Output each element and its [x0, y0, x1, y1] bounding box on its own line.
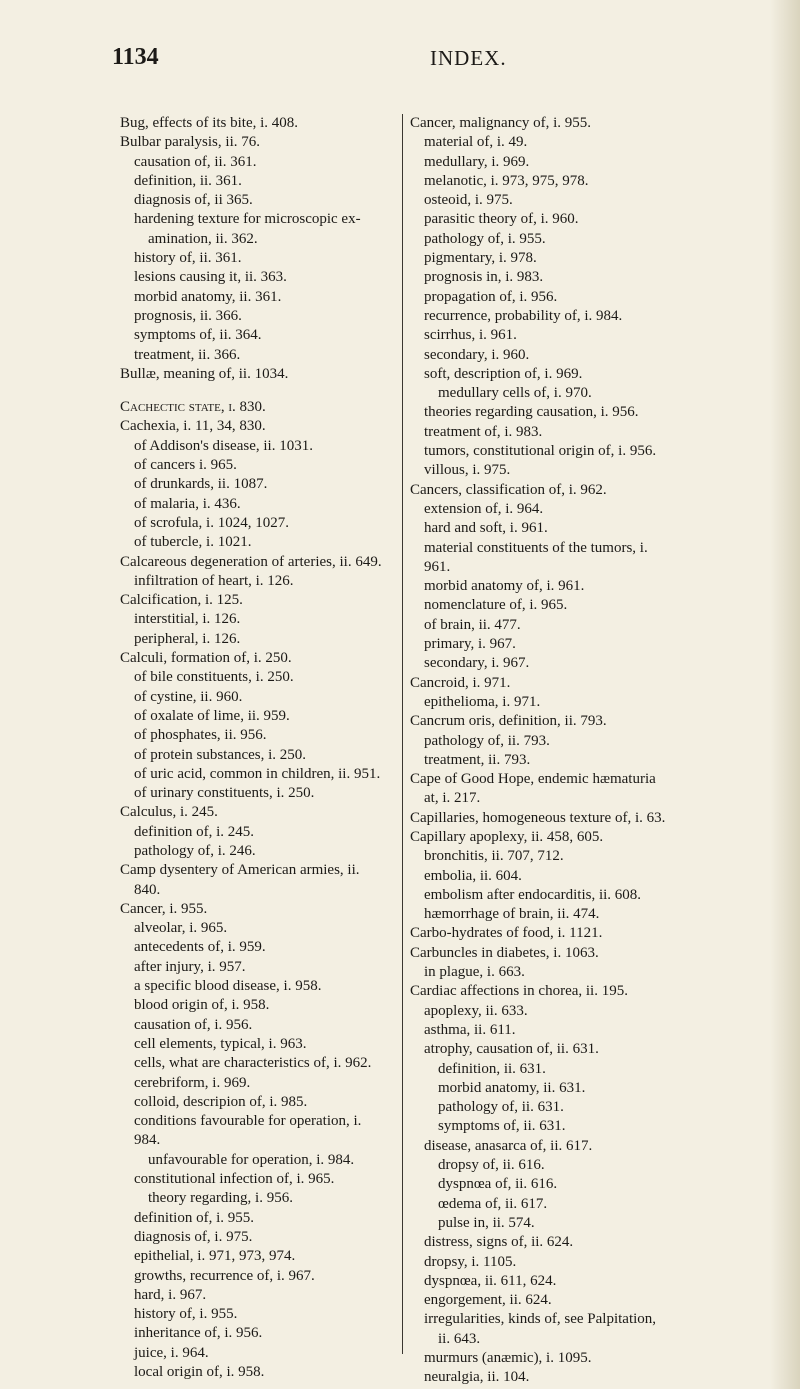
index-entry: history of, i. 955.	[134, 1306, 238, 1323]
index-entry: Calculus, i. 245.	[120, 804, 218, 821]
index-entry: nomenclature of, i. 965.	[424, 597, 568, 614]
index-entry: tumors, constitutional origin of, i. 956.	[424, 443, 657, 460]
index-entry: Capillaries, homogeneous texture of, i. 63.	[410, 809, 666, 826]
index-entry: Carbuncles in diabetes, i. 1063.	[410, 944, 599, 961]
index-entry: treatment, ii. 793.	[424, 751, 531, 768]
index-entry: of urinary constituents, i. 250.	[134, 785, 315, 802]
index-entry: Cancroid, i. 971.	[410, 674, 511, 691]
index-entry: dropsy, i. 1105.	[424, 1253, 517, 1270]
index-entry: morbid anatomy, ii. 361.	[134, 288, 282, 305]
index-entry: embolia, ii. 604.	[424, 867, 522, 884]
index-entry: soft, description of, i. 969.	[424, 365, 583, 382]
index-entry: definition of, i. 245.	[134, 823, 254, 840]
index-entry: Calcification, i. 125.	[120, 592, 243, 609]
index-entry: causation of, i. 956.	[134, 1016, 253, 1033]
index-entry: of scrofula, i. 1024, 1027.	[134, 514, 289, 531]
index-entry: Cancers, classification of, i. 962.	[410, 481, 607, 498]
index-entry: of Addison's disease, ii. 1031.	[134, 437, 313, 454]
index-entry: Bullæ, meaning of, ii. 1034.	[120, 365, 289, 382]
index-entry: Calculi, formation of, i. 250.	[120, 650, 292, 667]
index-entry: conditions favourable for operation, i.	[134, 1113, 362, 1130]
index-entry: after injury, i. 957.	[134, 958, 246, 975]
index-entry: pathology of, ii. 631.	[438, 1099, 564, 1116]
index-entry: 840.	[134, 881, 161, 898]
index-column-left	[120, 114, 398, 1382]
index-entry: infiltration of heart, i. 126.	[134, 572, 294, 589]
index-entry: Cachexia, i. 11, 34, 830.	[120, 418, 266, 435]
index-entry: symptoms of, ii. 631.	[438, 1118, 566, 1135]
index-entry: Bug, effects of its bite, i. 408.	[120, 115, 299, 131]
index-entry: material of, i. 49.	[424, 134, 528, 151]
index-entry: Cachectic state, i. 830.	[120, 399, 266, 416]
index-entry: prognosis, ii. 366.	[134, 307, 242, 324]
index-entry: cell elements, typical, i. 963.	[134, 1035, 307, 1052]
index-entry: hardening texture for microscopic ex-	[134, 211, 361, 228]
page-number: 1134	[112, 44, 159, 70]
index-entry: theories regarding causation, i. 956.	[424, 404, 639, 421]
index-entry: material constituents of the tumors, i.	[424, 539, 648, 556]
index-entry: dyspnœa of, ii. 616.	[438, 1176, 558, 1193]
index-entry: hæmorrhage of brain, ii. 474.	[424, 906, 600, 923]
index-entry: constitutional infection of, i. 965.	[134, 1171, 335, 1188]
index-entry: Cape of Good Hope, endemic hæmaturia	[410, 771, 656, 788]
index-entry: alveolar, i. 965.	[134, 920, 228, 937]
index-entry: neuralgia, ii. 104.	[424, 1369, 530, 1386]
index-entry: villous, i. 975.	[424, 462, 511, 479]
index-entry: blood origin of, i. 958.	[134, 997, 270, 1014]
index-entry: definition of, i. 955.	[134, 1209, 254, 1226]
index-entry: ii. 643.	[438, 1330, 481, 1347]
index-entry: in plague, i. 663.	[424, 964, 525, 981]
index-entry: Cardiac affections in chorea, ii. 195.	[410, 983, 628, 1000]
index-entry: dyspnœa, ii. 611, 624.	[424, 1272, 557, 1289]
index-entry: of phosphates, ii. 956.	[134, 727, 267, 744]
index-entry: of uric acid, common in children, ii. 951.	[134, 765, 381, 782]
index-entry: juice, i. 964.	[134, 1344, 209, 1361]
index-entry: peripheral, i. 126.	[134, 630, 241, 647]
index-entry: recurrence, probability of, i. 984.	[424, 307, 623, 324]
index-entry: disease, anasarca of, ii. 617.	[424, 1137, 593, 1154]
index-entry: embolism after endocarditis, ii. 608.	[424, 886, 642, 903]
index-entry: hard, i. 967.	[134, 1286, 207, 1303]
index-entry: definition, ii. 361.	[134, 172, 242, 189]
index-entry: inheritance of, i. 956.	[134, 1325, 263, 1342]
index-entry: colloid, descripion of, i. 985.	[134, 1093, 308, 1110]
index-entry: treatment of, i. 983.	[424, 423, 543, 440]
index-entry: Cancer, malignancy of, i. 955.	[410, 115, 592, 131]
index-entry: 984.	[134, 1132, 161, 1149]
index-entry: distress, signs of, ii. 624.	[424, 1234, 574, 1251]
index-entry: symptoms of, ii. 364.	[134, 327, 262, 344]
index-entry: apoplexy, ii. 633.	[424, 1002, 528, 1019]
section-gap	[120, 384, 398, 398]
index-entry: bronchitis, ii. 707, 712.	[424, 848, 564, 865]
column-divider	[402, 114, 403, 1354]
index-entry: 961.	[424, 558, 451, 575]
index-entry: morbid anatomy, ii. 631.	[438, 1079, 586, 1096]
index-entry: cells, what are characteristics of, i. 962.	[134, 1055, 372, 1072]
index-entry: pathology of, i. 246.	[134, 842, 256, 859]
index-entry: of tubercle, i. 1021.	[134, 534, 252, 551]
index-entry: murmurs (anæmic), i. 1095.	[424, 1350, 592, 1366]
index-entry: lesions causing it, ii. 363.	[134, 269, 287, 286]
index-entry: pathology of, i. 955.	[424, 230, 546, 247]
index-entry: Calcareous degeneration of arteries, ii. 649.	[120, 553, 382, 570]
index-entry: diagnosis of, i. 975.	[134, 1228, 253, 1245]
index-entry: of cystine, ii. 960.	[134, 688, 243, 705]
index-entry: morbid anatomy of, i. 961.	[424, 578, 585, 595]
page-header	[112, 44, 752, 74]
index-entry: pigmentary, i. 978.	[424, 250, 537, 267]
index-entry: a specific blood disease, i. 958.	[134, 978, 322, 995]
index-entry: pathology of, ii. 793.	[424, 732, 550, 749]
index-entry: Cancer, i. 955.	[120, 900, 208, 917]
index-entry: definition, ii. 631.	[438, 1060, 546, 1077]
index-entry: Carbo-hydrates of food, i. 1121.	[410, 925, 603, 942]
index-entry: unfavourable for operation, i. 984.	[148, 1151, 355, 1168]
index-entry: scirrhus, i. 961.	[424, 327, 517, 344]
index-entry: Camp dysentery of American armies, ii.	[120, 862, 360, 879]
index-entry: cerebriform, i. 969.	[134, 1074, 251, 1091]
index-entry: of oxalate of lime, ii. 959.	[134, 707, 290, 724]
index-entry: osteoid, i. 975.	[424, 192, 513, 209]
index-entry: secondary, i. 967.	[424, 655, 530, 672]
index-entry: atrophy, causation of, ii. 631.	[424, 1041, 599, 1058]
index-entry: theory regarding, i. 956.	[148, 1190, 293, 1207]
index-entry: history of, ii. 361.	[134, 250, 242, 267]
index-entry: Capillary apoplexy, ii. 458, 605.	[410, 828, 604, 845]
index-entry: irregularities, kinds of, see Palpitation,	[424, 1311, 657, 1328]
index-entry: dropsy of, ii. 616.	[438, 1157, 545, 1174]
index-entry: growths, recurrence of, i. 967.	[134, 1267, 315, 1284]
index-entry: Bulbar paralysis, ii. 76.	[120, 134, 260, 151]
index-entry: interstitial, i. 126.	[134, 611, 241, 628]
index-entry: of cancers i. 965.	[134, 457, 237, 474]
index-entry: local origin of, i. 958.	[134, 1364, 265, 1380]
index-entry: parasitic theory of, i. 960.	[424, 211, 579, 228]
index-entry: antecedents of, i. 959.	[134, 939, 266, 956]
index-entry: of brain, ii. 477.	[424, 616, 521, 633]
index-entry: epithelioma, i. 971.	[424, 693, 541, 710]
index-entry: at, i. 217.	[424, 790, 481, 807]
index-entry: of protein substances, i. 250.	[134, 746, 307, 763]
index-entry: hard and soft, i. 961.	[424, 520, 548, 537]
index-column-right	[410, 114, 690, 1388]
index-entry: melanotic, i. 973, 975, 978.	[424, 172, 589, 189]
index-entry: prognosis in, i. 983.	[424, 269, 544, 286]
index-entry: engorgement, ii. 624.	[424, 1292, 552, 1309]
index-entry: of drunkards, ii. 1087.	[134, 476, 268, 493]
index-entry: primary, i. 967.	[424, 636, 516, 653]
index-entry: œdema of, ii. 617.	[438, 1195, 548, 1212]
index-entry: extension of, i. 964.	[424, 500, 544, 517]
index-entry: epithelial, i. 971, 973, 974.	[134, 1248, 296, 1265]
index-entry: pulse in, ii. 574.	[438, 1214, 535, 1231]
running-title: INDEX.	[430, 46, 507, 70]
index-entry: causation of, ii. 361.	[134, 153, 257, 170]
index-entry: medullary, i. 969.	[424, 153, 530, 170]
index-entry: asthma, ii. 611.	[424, 1021, 516, 1038]
page-edge-shadow	[770, 0, 800, 1389]
index-entry: treatment, ii. 366.	[134, 346, 241, 363]
index-entry: diagnosis of, ii 365.	[134, 192, 253, 209]
index-entry: of malaria, i. 436.	[134, 495, 241, 512]
index-entry: of bile constituents, i. 250.	[134, 669, 294, 686]
index-entry: Cancrum oris, definition, ii. 793.	[410, 713, 607, 730]
index-entry: propagation of, i. 956.	[424, 288, 558, 305]
index-entry: secondary, i. 960.	[424, 346, 530, 363]
index-entry: amination, ii. 362.	[148, 230, 258, 247]
index-entry: medullary cells of, i. 970.	[438, 385, 592, 402]
